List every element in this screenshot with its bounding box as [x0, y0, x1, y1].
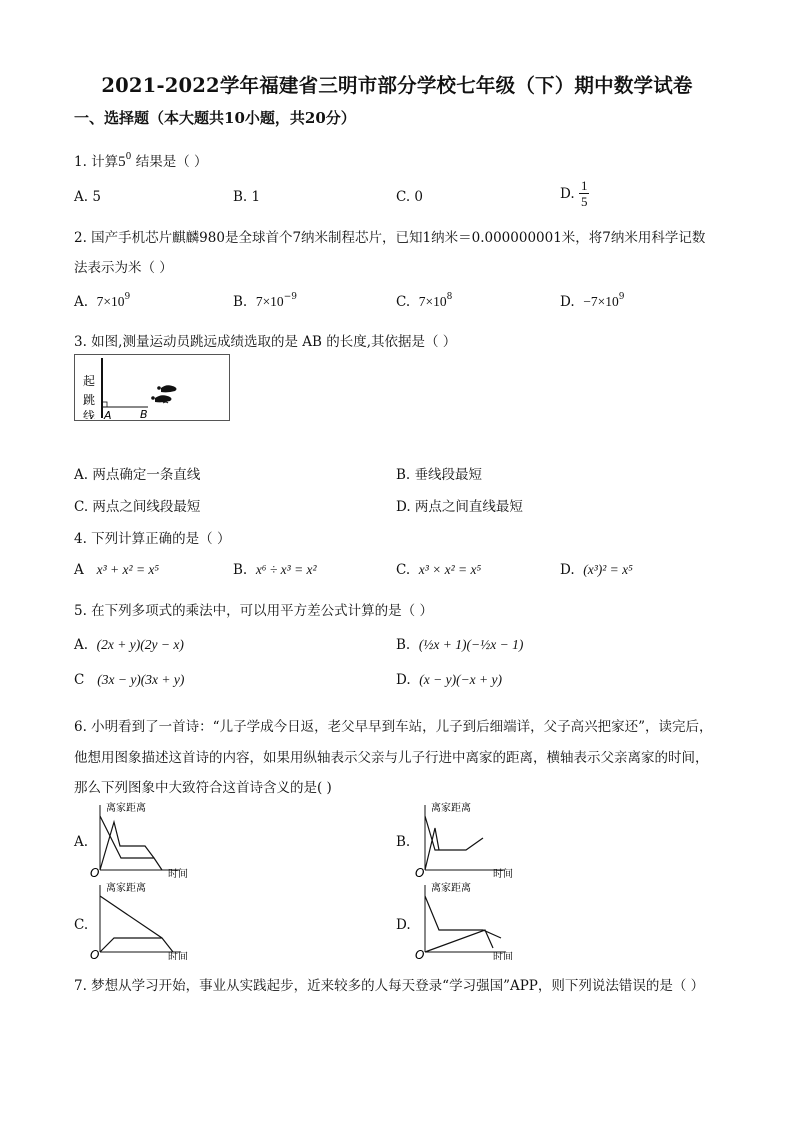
q4-option-b-label: B.	[233, 562, 248, 578]
q2-option-d	[560, 294, 624, 310]
question-6-line-2: 他想用图象描述这首诗的内容，如果用纵轴表示父亲与儿子行进中离家的距离，横轴表示父亲离家的时间，	[74, 750, 709, 766]
q4-option-d-expr: (x³)² = x⁵	[583, 562, 633, 577]
question-6-line-3: 那么下列图象中大致符合这首诗含义的是( )	[74, 780, 332, 796]
q4-option-d-label: D.	[560, 562, 575, 578]
q1-option-d-denominator: 5	[580, 194, 588, 209]
question-5-stem: 5. 在下列多项式的乘法中，可以用平方差公式计算的是（ ）	[74, 603, 433, 619]
q1-option-d-label: D.	[560, 185, 575, 202]
q2-option-c-exp: 8	[446, 292, 453, 302]
q6-graph-c-curve-1	[100, 896, 173, 952]
q6-option-a-label: A.	[74, 834, 89, 850]
q5-option-d-expr: (x − y)(−x + y)	[419, 672, 503, 687]
q4-option-d	[560, 562, 633, 578]
q1-option-a: A. 5	[74, 189, 101, 205]
q6-graph-d	[413, 880, 525, 960]
q5-option-a-expr: (2x + y)(2y − x)	[96, 637, 184, 652]
q6-graph-d-curve-2	[425, 930, 493, 952]
q6-option-d-label: D.	[396, 917, 411, 933]
point-a-label: A	[104, 409, 112, 419]
q5-option-b-label: B.	[396, 637, 411, 653]
q2-option-c	[396, 294, 452, 310]
q6-graph-a-xlabel: 时间	[168, 869, 188, 878]
q5-option-c-label: C	[74, 672, 85, 688]
q1-base: 5	[118, 154, 126, 170]
question-4-stem: 4. 下列计算正确的是（ ）	[74, 531, 231, 547]
question-3-stem: 3. 如图,测量运动员跳远成绩选取的是 AB 的长度,其依据是（ ）	[74, 334, 457, 350]
point-b-label: B	[140, 408, 148, 419]
q5-option-d	[396, 672, 502, 688]
q5-option-c	[74, 672, 184, 688]
question-6-line-1: 6. 小明看到了一首诗：“儿子学成今日返，老父早早到车站，儿子到后细端详，父子高兴把家还”，读完后，	[74, 719, 713, 735]
q6-graph-d-origin: O	[415, 948, 425, 960]
q2-option-d-label: D.	[560, 294, 575, 310]
q2-option-b-base: 7×10	[255, 294, 284, 309]
q1-option-d-numerator: 1	[580, 178, 588, 193]
q6-graph-a-origin: O	[90, 866, 100, 878]
q5-option-b-expr: (½x + 1)(−½x − 1)	[418, 637, 524, 652]
long-jump-figure	[74, 354, 230, 421]
q2-option-a-base: 7×10	[96, 294, 125, 309]
q6-graph-a-curve-2	[100, 822, 154, 870]
q6-graph-c-curve-2	[100, 938, 162, 952]
q4-option-b	[233, 562, 317, 578]
q2-option-a	[74, 294, 130, 310]
q1-prefix: 1. 计算	[74, 154, 119, 170]
question-2-line-1: 2. 国产手机芯片麒麟980是全球首个7纳米制程芯片，已知1纳米＝0.000000001米，将7纳米用科学记数	[74, 230, 706, 246]
q1-option-b: B. 1	[233, 189, 261, 205]
q6-graph-b-xlabel: 时间	[493, 869, 513, 878]
q6-option-c-label: C.	[74, 917, 89, 933]
q6-graph-a-ylabel: 离家距离	[106, 803, 146, 814]
q4-option-c	[396, 562, 481, 578]
q6-graph-c-origin: O	[90, 948, 100, 960]
takeoff-label-1: 起	[83, 374, 96, 388]
q4-option-a-label: A	[74, 562, 84, 578]
q3-option-b: B. 垂线段最短	[396, 467, 483, 483]
q6-graph-b-ylabel: 离家距离	[431, 803, 471, 814]
q6-graph-b-curve-2	[425, 828, 439, 870]
q6-graph-c-xlabel: 时间	[168, 952, 188, 960]
q5-option-a-label: A.	[74, 637, 89, 653]
q1-option-d	[560, 178, 589, 209]
section-heading: 一、选择题（本大题共10小题，共20分）	[74, 109, 356, 127]
q6-graph-c-ylabel: 离家距离	[106, 883, 146, 894]
q3-option-a: A. 两点确定一条直线	[74, 467, 201, 483]
q6-graph-d-curve-1	[425, 896, 501, 938]
q6-graph-b	[413, 800, 525, 878]
q6-graph-a	[88, 800, 200, 878]
q2-option-b	[233, 294, 297, 310]
q2-option-d-base: −7×10	[583, 294, 619, 309]
q6-graph-d-ylabel: 离家距离	[431, 883, 471, 894]
q6-option-b-label: B.	[396, 834, 411, 850]
q4-option-a	[74, 562, 159, 578]
question-1-stem	[74, 150, 208, 171]
long-jump-diagram	[75, 355, 228, 419]
q3-option-c: C. 两点之间线段最短	[74, 499, 201, 515]
q2-option-c-label: C.	[396, 294, 411, 310]
q4-option-a-expr: x³ + x² = x⁵	[96, 562, 160, 577]
question-7-stem: 7. 梦想从学习开始，事业从实践起步，近来较多的人每天登录“学习强国”APP，则下列说法错误的是（ ）	[74, 978, 705, 994]
q6-graph-b-origin: O	[415, 866, 425, 878]
q5-option-d-label: D.	[396, 672, 411, 688]
q1-option-c: C. 0	[396, 189, 424, 205]
q4-option-b-expr: x⁶ ÷ x³ = x²	[255, 562, 317, 577]
q1-suffix: 结果是（ ）	[135, 154, 208, 170]
q4-option-c-label: C.	[396, 562, 411, 578]
q4-option-c-expr: x³ × x² = x⁵	[418, 562, 482, 577]
q2-option-a-exp: 9	[124, 292, 131, 302]
takeoff-label-2: 跳	[83, 393, 96, 407]
q6-graph-c	[88, 880, 200, 960]
takeoff-label-3: 线	[83, 409, 96, 419]
q1-exponent: 0	[125, 152, 132, 162]
q2-option-d-exp: 9	[618, 292, 625, 302]
q2-option-a-label: A.	[74, 294, 89, 310]
q2-option-b-label: B.	[233, 294, 248, 310]
q1-option-d-fraction	[579, 178, 590, 209]
q2-option-c-base: 7×10	[418, 294, 447, 309]
q5-option-a	[74, 637, 184, 653]
q3-option-d: D. 两点之间直线最短	[396, 499, 523, 515]
page-title: 2021-2022学年福建省三明市部分学校七年级（下）期中数学试卷	[101, 74, 693, 97]
q6-graph-a-curve-1	[100, 816, 162, 870]
question-2-line-2: 法表示为米（ ）	[74, 260, 173, 276]
q6-graph-d-xlabel: 时间	[493, 952, 513, 960]
q5-option-b	[396, 637, 523, 653]
q5-option-c-expr: (3x − y)(3x + y)	[97, 672, 185, 687]
footprints-icon	[151, 385, 176, 403]
q2-option-b-exp: −9	[283, 292, 297, 302]
